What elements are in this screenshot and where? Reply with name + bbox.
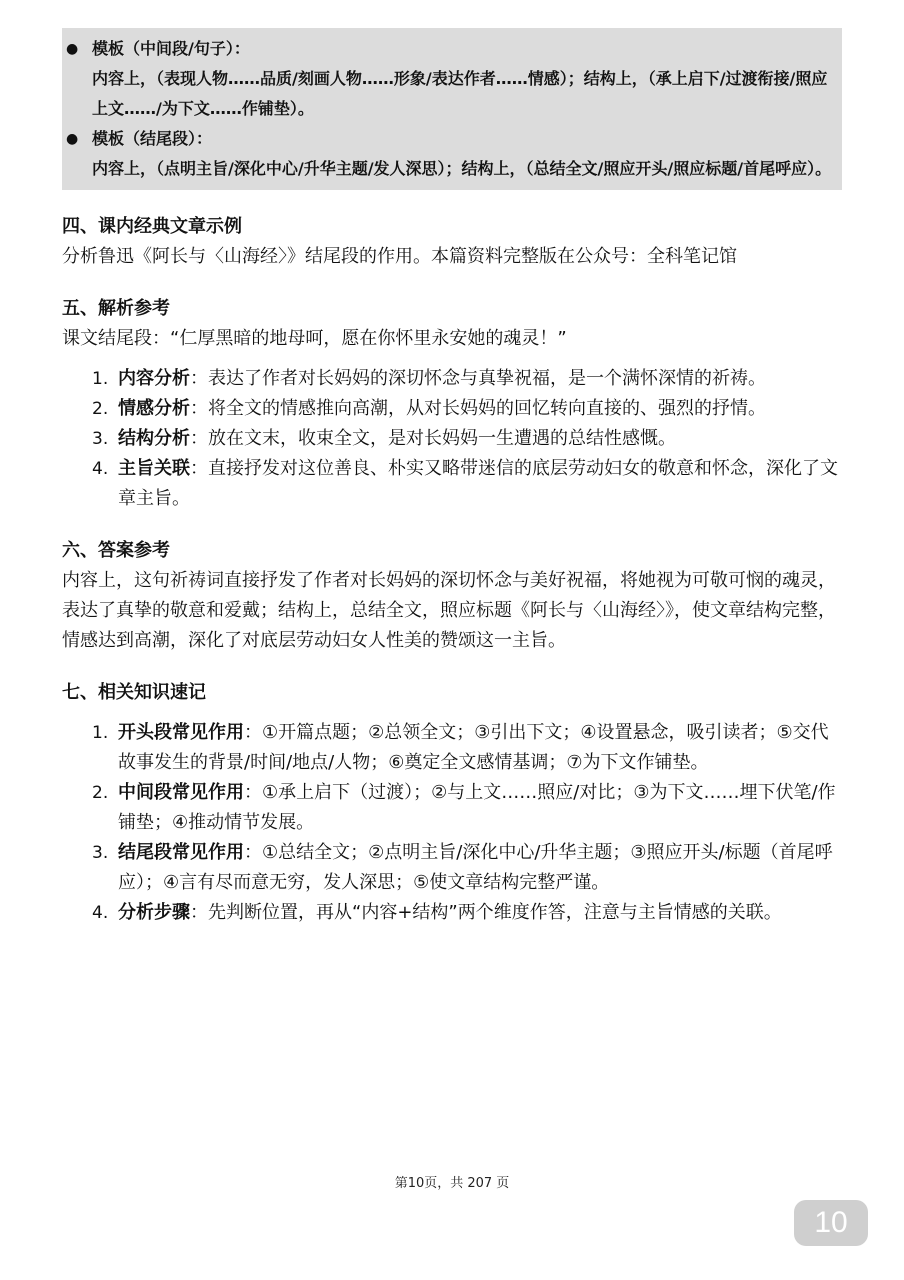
list-text: ：①总结全文；②点明主旨/深化中心/升华主题；③照应开头/标题（首尾呼应）；④言有尽而意无穷，发人深思；⑤使文章结构完整严谨。 xyxy=(118,842,833,893)
list-item xyxy=(92,394,842,424)
section-title-4: 四、课内经典文章示例 xyxy=(62,216,242,237)
list-number: 3. xyxy=(92,843,109,863)
list-key: 结尾段常见作用 xyxy=(118,842,244,863)
section-6-text: 内容上，这句祈祷词直接抒发了作者对长妈妈的深切怀念与美好祝福，将她视为可敬可悯的魂灵，表达了真挚的敬意和爱戴；结构上，总结全文，照应标题《阿长与〈山海经〉》，使文章结构完整，情感达到高潮，深化了对底层劳动妇女人性美的赞颂这一主旨。 xyxy=(62,570,836,651)
section-5-intro: 课文结尾段：“仁厚黑暗的地母呵，愿在你怀里永安她的魂灵！” xyxy=(62,328,567,349)
list-item xyxy=(92,838,842,898)
list-key: 中间段常见作用 xyxy=(118,782,244,803)
document-page xyxy=(62,28,842,928)
list-text: ：①承上启下（过渡）；②与上文……照应/对比；③为下文……埋下伏笔/作铺垫；④推动情节发展。 xyxy=(118,782,836,833)
template-body: 内容上，（表现人物……品质/刻画人物……形象/表达作者……情感）；结构上，（承上启下/过渡衔接/照应上文……/为下文……作铺垫）。 xyxy=(92,69,828,118)
list-key: 分析步骤 xyxy=(118,902,190,923)
list-key: 内容分析 xyxy=(118,368,190,389)
section-title-5: 五、解析参考 xyxy=(62,298,170,319)
list-number: 2. xyxy=(92,399,109,419)
list-item xyxy=(92,898,842,928)
list-text: ：①开篇点题；②总领全文；③引出下文；④设置悬念，吸引读者；⑤交代故事发生的背景/时间/地点/人物；⑥奠定全文感情基调；⑦为下文作铺垫。 xyxy=(118,722,829,773)
template-body: 内容上，（点明主旨/深化中心/升华主题/发人深思）；结构上，（总结全文/照应开头/照应标题/首尾呼应）。 xyxy=(92,159,832,178)
section-title-6: 六、答案参考 xyxy=(62,540,170,561)
template-heading: 模板（中间段/句子）： xyxy=(92,39,250,58)
list-key: 结构分析 xyxy=(118,428,190,449)
list-number: 4. xyxy=(92,459,109,479)
list-key: 主旨关联 xyxy=(118,458,190,479)
list-text: ：表达了作者对长妈妈的深切怀念与真挚祝福，是一个满怀深情的祈祷。 xyxy=(190,368,766,389)
list-number: 3. xyxy=(92,429,109,449)
list-number: 1. xyxy=(92,723,109,743)
list-item xyxy=(92,718,842,778)
knowledge-list xyxy=(62,718,842,928)
list-text: ：直接抒发对这位善良、朴实又略带迷信的底层劳动妇女的敬意和怀念，深化了文章主旨。 xyxy=(118,458,838,509)
list-item xyxy=(92,778,842,838)
list-text: ：将全文的情感推向高潮，从对长妈妈的回忆转向直接的、强烈的抒情。 xyxy=(190,398,766,419)
section-4-text: 分析鲁迅《阿长与〈山海经〉》结尾段的作用。本篇资料完整版在公众号：全科笔记馆 xyxy=(62,246,737,267)
list-key: 情感分析 xyxy=(118,398,190,419)
list-item xyxy=(92,454,842,514)
section-title-7: 七、相关知识速记 xyxy=(62,682,206,703)
list-number: 2. xyxy=(92,783,109,803)
page-number-badge: 10 xyxy=(794,1200,868,1246)
list-text: ：放在文末，收束全文，是对长妈妈一生遭遇的总结性感慨。 xyxy=(190,428,676,449)
list-item xyxy=(92,364,842,394)
analysis-list xyxy=(62,364,842,514)
bullet-icon: ● xyxy=(66,131,79,147)
template-heading: 模板（结尾段）： xyxy=(92,129,213,148)
page-footer: 第10页，共 207 页 xyxy=(394,1176,510,1191)
list-text: ：先判断位置，再从“内容+结构”两个维度作答，注意与主旨情感的关联。 xyxy=(190,902,782,923)
list-number: 4. xyxy=(92,903,109,923)
bullet-icon: ● xyxy=(66,41,79,57)
list-key: 开头段常见作用 xyxy=(118,722,244,743)
template-item-middle xyxy=(66,34,834,124)
template-item-ending xyxy=(66,124,834,184)
list-number: 1. xyxy=(92,369,109,389)
template-box xyxy=(62,28,842,190)
list-item xyxy=(92,424,842,454)
